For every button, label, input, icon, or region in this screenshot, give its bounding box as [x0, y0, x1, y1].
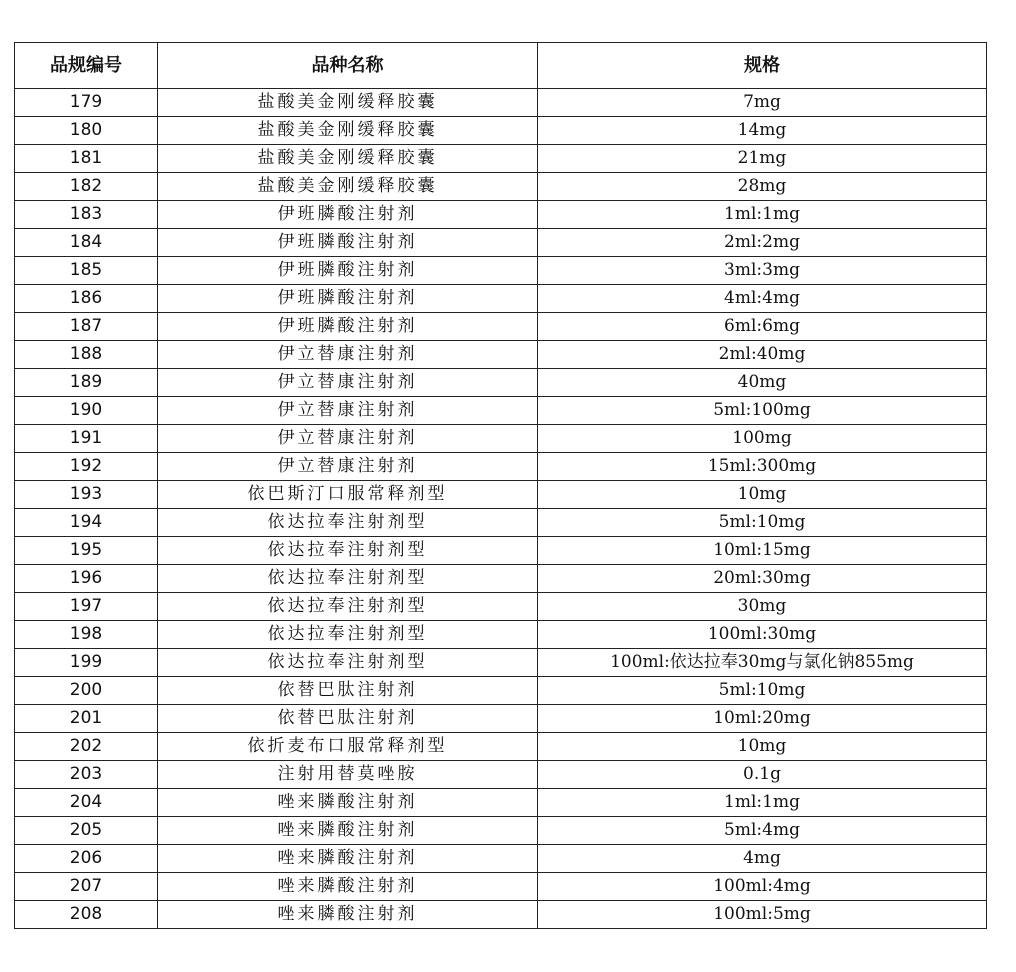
table-row — [15, 621, 987, 649]
cell-spec: 100ml:4mg — [538, 873, 987, 901]
drug-spec-table — [14, 42, 987, 929]
cell-code: 182 — [15, 173, 158, 201]
cell-spec: 20ml:30mg — [538, 565, 987, 593]
cell-name: 依达拉奉注射剂型 — [158, 593, 538, 621]
cell-code: 188 — [15, 341, 158, 369]
cell-code: 190 — [15, 397, 158, 425]
table-row — [15, 593, 987, 621]
cell-name: 伊班膦酸注射剂 — [158, 229, 538, 257]
table-row — [15, 649, 987, 677]
cell-name: 盐酸美金刚缓释胶囊 — [158, 145, 538, 173]
cell-code: 180 — [15, 117, 158, 145]
table-row — [15, 89, 987, 117]
cell-name: 伊班膦酸注射剂 — [158, 201, 538, 229]
table-row — [15, 397, 987, 425]
table-row — [15, 901, 987, 929]
cell-spec: 7mg — [538, 89, 987, 117]
cell-name: 注射用替莫唑胺 — [158, 761, 538, 789]
cell-code: 186 — [15, 285, 158, 313]
cell-name: 依达拉奉注射剂型 — [158, 537, 538, 565]
table-row — [15, 145, 987, 173]
cell-code: 192 — [15, 453, 158, 481]
cell-code: 205 — [15, 817, 158, 845]
table-row — [15, 369, 987, 397]
cell-code: 195 — [15, 537, 158, 565]
cell-name: 伊立替康注射剂 — [158, 397, 538, 425]
cell-spec: 6ml:6mg — [538, 313, 987, 341]
cell-spec: 14mg — [538, 117, 987, 145]
table-row — [15, 761, 987, 789]
cell-name: 唑来膦酸注射剂 — [158, 873, 538, 901]
table-row — [15, 173, 987, 201]
cell-spec: 5ml:100mg — [538, 397, 987, 425]
table-row — [15, 341, 987, 369]
table-row — [15, 229, 987, 257]
cell-spec: 1ml:1mg — [538, 201, 987, 229]
cell-code: 208 — [15, 901, 158, 929]
table-row — [15, 873, 987, 901]
cell-spec: 28mg — [538, 173, 987, 201]
cell-code: 179 — [15, 89, 158, 117]
table-row — [15, 117, 987, 145]
cell-spec: 1ml:1mg — [538, 789, 987, 817]
cell-code: 207 — [15, 873, 158, 901]
cell-name: 伊立替康注射剂 — [158, 369, 538, 397]
cell-name: 唑来膦酸注射剂 — [158, 845, 538, 873]
cell-name: 盐酸美金刚缓释胶囊 — [158, 89, 538, 117]
cell-spec: 4ml:4mg — [538, 285, 987, 313]
cell-code: 199 — [15, 649, 158, 677]
table-row — [15, 285, 987, 313]
cell-spec: 100ml:依达拉奉30mg与氯化钠855mg — [538, 649, 987, 677]
cell-name: 依达拉奉注射剂型 — [158, 565, 538, 593]
cell-code: 189 — [15, 369, 158, 397]
cell-spec: 21mg — [538, 145, 987, 173]
header-spec: 规格 — [538, 43, 987, 89]
cell-name: 依达拉奉注射剂型 — [158, 649, 538, 677]
cell-name: 伊立替康注射剂 — [158, 425, 538, 453]
cell-code: 196 — [15, 565, 158, 593]
cell-name: 伊班膦酸注射剂 — [158, 257, 538, 285]
table-row — [15, 453, 987, 481]
cell-name: 依折麦布口服常释剂型 — [158, 733, 538, 761]
cell-spec: 100mg — [538, 425, 987, 453]
table-row — [15, 677, 987, 705]
cell-name: 伊班膦酸注射剂 — [158, 285, 538, 313]
cell-code: 194 — [15, 509, 158, 537]
cell-name: 唑来膦酸注射剂 — [158, 901, 538, 929]
cell-name: 唑来膦酸注射剂 — [158, 789, 538, 817]
cell-name: 伊立替康注射剂 — [158, 341, 538, 369]
cell-spec: 40mg — [538, 369, 987, 397]
cell-code: 193 — [15, 481, 158, 509]
cell-spec: 0.1g — [538, 761, 987, 789]
cell-name: 唑来膦酸注射剂 — [158, 817, 538, 845]
table-row — [15, 789, 987, 817]
cell-code: 197 — [15, 593, 158, 621]
cell-code: 201 — [15, 705, 158, 733]
cell-code: 187 — [15, 313, 158, 341]
header-name: 品种名称 — [158, 43, 538, 89]
cell-code: 204 — [15, 789, 158, 817]
table-row — [15, 481, 987, 509]
cell-code: 198 — [15, 621, 158, 649]
cell-spec: 10ml:20mg — [538, 705, 987, 733]
table-row — [15, 705, 987, 733]
cell-code: 202 — [15, 733, 158, 761]
cell-spec: 4mg — [538, 845, 987, 873]
cell-name: 依达拉奉注射剂型 — [158, 621, 538, 649]
cell-code: 200 — [15, 677, 158, 705]
cell-spec: 30mg — [538, 593, 987, 621]
cell-code: 203 — [15, 761, 158, 789]
table-row — [15, 201, 987, 229]
cell-code: 185 — [15, 257, 158, 285]
cell-name: 依达拉奉注射剂型 — [158, 509, 538, 537]
cell-name: 依替巴肽注射剂 — [158, 677, 538, 705]
table-row — [15, 537, 987, 565]
cell-spec: 5ml:10mg — [538, 677, 987, 705]
cell-name: 伊班膦酸注射剂 — [158, 313, 538, 341]
cell-spec: 5ml:4mg — [538, 817, 987, 845]
cell-spec: 10mg — [538, 733, 987, 761]
cell-name: 盐酸美金刚缓释胶囊 — [158, 117, 538, 145]
header-code: 品规编号 — [15, 43, 158, 89]
cell-code: 206 — [15, 845, 158, 873]
cell-name: 伊立替康注射剂 — [158, 453, 538, 481]
cell-code: 183 — [15, 201, 158, 229]
cell-spec: 3ml:3mg — [538, 257, 987, 285]
table-row — [15, 425, 987, 453]
table-row — [15, 733, 987, 761]
cell-spec: 100ml:30mg — [538, 621, 987, 649]
cell-spec: 100ml:5mg — [538, 901, 987, 929]
cell-name: 依替巴肽注射剂 — [158, 705, 538, 733]
cell-code: 181 — [15, 145, 158, 173]
cell-spec: 15ml:300mg — [538, 453, 987, 481]
cell-spec: 2ml:2mg — [538, 229, 987, 257]
cell-code: 191 — [15, 425, 158, 453]
cell-spec: 10mg — [538, 481, 987, 509]
cell-name: 依巴斯汀口服常释剂型 — [158, 481, 538, 509]
table-row — [15, 313, 987, 341]
cell-spec: 5ml:10mg — [538, 509, 987, 537]
table-row — [15, 845, 987, 873]
table-row — [15, 565, 987, 593]
cell-spec: 2ml:40mg — [538, 341, 987, 369]
cell-code: 184 — [15, 229, 158, 257]
table-row — [15, 509, 987, 537]
table-row — [15, 257, 987, 285]
cell-name: 盐酸美金刚缓释胶囊 — [158, 173, 538, 201]
table-row — [15, 817, 987, 845]
cell-spec: 10ml:15mg — [538, 537, 987, 565]
header-row — [15, 43, 987, 89]
